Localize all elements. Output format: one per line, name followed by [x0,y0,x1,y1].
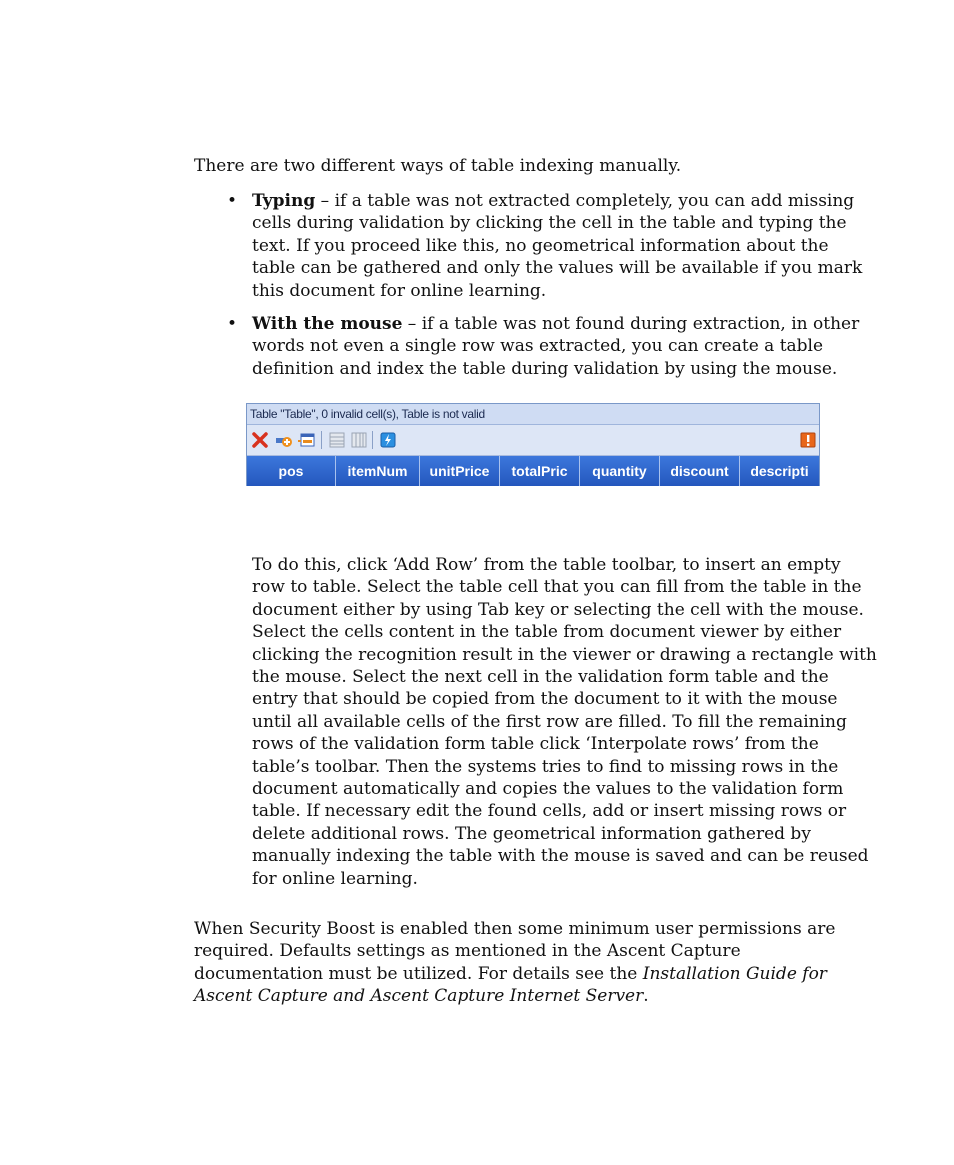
column-header-pos[interactable]: pos [247,456,336,486]
list-item-text: – if a table was not found during extraction, in other words not even a single row was extracted, you can create a table definition and index the table during validation by using the mouse. [252,314,860,379]
table-widget-screenshot [246,403,820,486]
rows-icon[interactable] [328,431,346,449]
add-row-icon[interactable] [275,431,293,449]
insert-row-icon[interactable] [297,431,315,449]
intro-paragraph: There are two different ways of table indexing manually. [194,156,682,176]
indexing-methods-list [227,190,877,391]
security-text: When Security Boost is enabled then some minimum user permissions are required. Defaults settings as mentioned in the Ascent Capture documentation must be utilized. For details see the [194,919,836,984]
delete-icon[interactable] [251,431,269,449]
list-item [227,313,877,380]
column-header-unitprice[interactable]: unitPrice [420,456,500,486]
column-header-itemnum[interactable]: itemNum [336,456,420,486]
bullet-icon: • [227,314,238,335]
column-header-quantity[interactable]: quantity [580,456,660,486]
error-icon[interactable] [799,431,817,449]
column-header-discount[interactable]: discount [660,456,740,486]
bullet-icon: • [227,191,238,211]
table-status-title: Table "Table", 0 invalid cell(s), Table is not valid [247,404,819,425]
list-item-term: Typing [252,191,316,211]
table-header-row [247,456,819,486]
security-paragraph [194,918,874,1008]
column-header-totalprice[interactable]: totalPric [500,456,580,486]
table-toolbar [247,425,819,456]
list-item-term: With the mouse [252,314,403,335]
toolbar-separator [372,431,373,449]
list-item-text: – if a table was not extracted completely, you can add missing cells during validation by clicking the cell in the table and typing the text. If you proceed like this, no geometrical information about the table can be gathered and only the values will be available if you mark this document for online learning. [252,191,863,301]
instructions-paragraph: To do this, click ‘Add Row’ from the table toolbar, to insert an empty row to table. Select the table cell that you can fill from the table in the document either by using Tab key or selecting the cell with the mouse. Select the cells content in the table from document viewer by either clicking the recognition result in the viewer or drawing a rectangle with the mouse. Select the next cell in the validation form table and the entry that should be copied from the document to it with the mouse until all available cells of the first row are filled. To fill the remaining rows of the validation form table click ‘Interpolate rows’ from the table’s toolbar. Then the systems tries to find to missing rows in the document automatically and copies the values to the validation form table. If necessary edit the found cells, add or insert missing rows or delete additional rows. The geometrical information gathered by manually indexing the table with the mouse is saved and can be reused for online learning. [252,555,877,889]
installation-guide-reference: Installation Guide for Ascent Capture and Ascent Capture Internet Server [194,963,827,1007]
security-end: . [643,986,649,1007]
list-item [227,190,877,302]
column-header-description[interactable]: descripti [740,456,819,486]
columns-icon[interactable] [350,431,368,449]
interpolate-icon[interactable] [379,431,397,449]
toolbar-separator [321,431,322,449]
